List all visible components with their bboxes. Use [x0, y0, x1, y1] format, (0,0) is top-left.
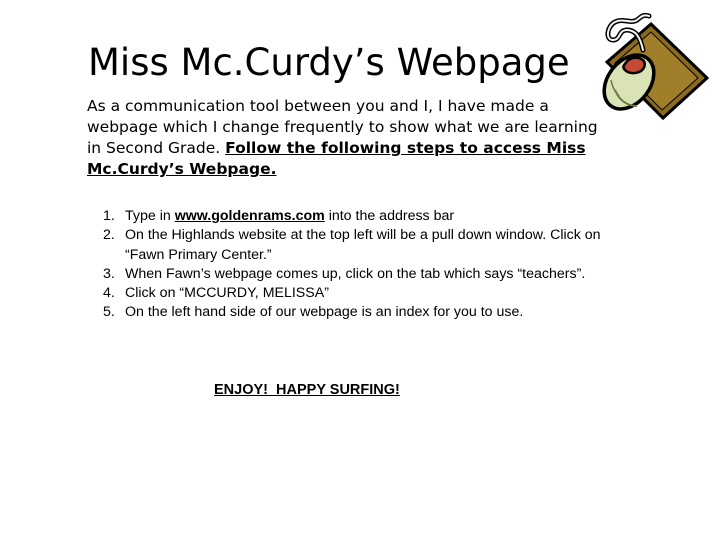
page-title: Miss Mc.Curdy’s Webpage [88, 41, 570, 84]
intro-text: As a communication tool between you and I, I have made a webpage which I change frequently to show what we are learning in Second Grade. [87, 97, 598, 157]
step-number: 5. [103, 304, 115, 321]
step-text: On the left hand side of our webpage is an index for you to use. [125, 304, 524, 321]
step-text: On the Highlands website at the top left will be a pull down window. Click on “Fawn Primary Center.” [125, 227, 601, 263]
list-item [103, 265, 603, 284]
step-number: 1. [103, 208, 115, 224]
step-text: When Fawn’s webpage comes up, click on the tab which says “teachers”. [125, 265, 586, 282]
intro-paragraph [87, 96, 607, 180]
list-item [103, 303, 603, 322]
step-text [125, 207, 603, 226]
list-item [103, 226, 603, 265]
step-text-after: into the address bar [324, 208, 455, 224]
list-item [103, 207, 603, 226]
step-number: 2. [103, 227, 115, 244]
step-number: 3. [103, 265, 115, 282]
intro-instructions: Follow the following steps to access Miss Mc.Curdy’s Webpage. [87, 139, 586, 178]
goldenrams-link[interactable]: www.goldenrams.com [174, 208, 325, 224]
steps-list [103, 207, 603, 323]
step-text: Click on “MCCURDY, MELISSA” [125, 285, 329, 302]
step-text-before: Type in [125, 208, 175, 224]
closing-message: ENJOY! HAPPY SURFING! [214, 382, 400, 398]
list-item [103, 284, 603, 303]
step-number: 4. [103, 285, 115, 302]
